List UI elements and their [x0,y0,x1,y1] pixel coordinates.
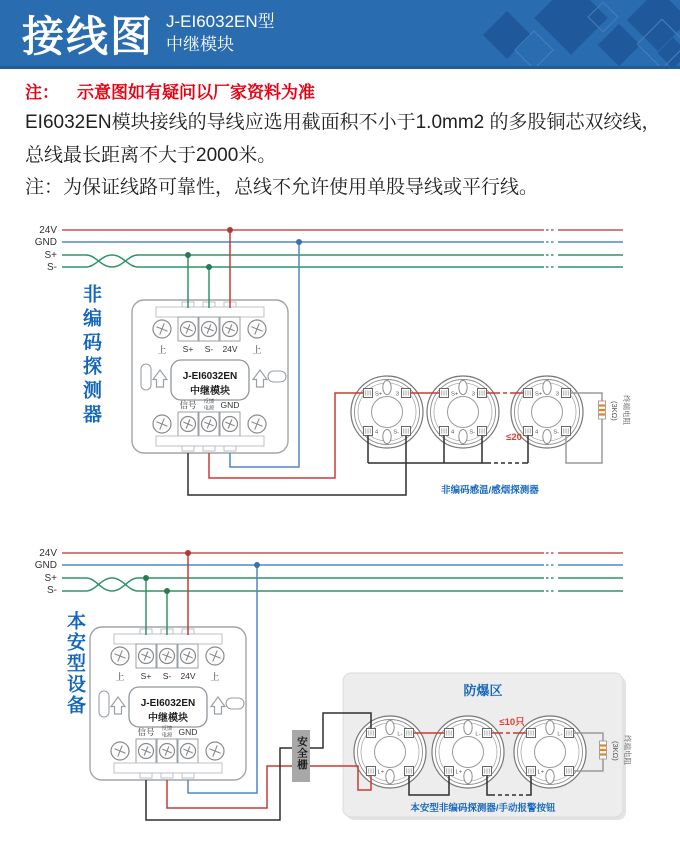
detector-base [351,376,423,448]
bus-label-gnd: GND [34,237,57,248]
terminal-label-up: 上 [157,345,167,355]
resistor-value: (3KΩ) [611,741,620,761]
det-label-4: 4 [451,429,455,436]
zone-title: 防爆区 [463,683,503,698]
resistor-name: 终端电阻 [622,395,631,425]
terminal-label-feedback2: 电源 [161,732,173,739]
det-label-lminus: L- [397,731,403,738]
terminal-label-feedback2: 电源 [203,405,215,412]
terminal-label-splus: S+ [182,344,194,354]
warning-note-text: 示意图如有疑问以厂家资料为准 [77,83,315,102]
bus-label-splus: S+ [44,573,57,584]
terminal-label-signal: 信号 [137,727,155,737]
spec-text-line3: 注：为保证线路可靠性，总线不允许使用单股导线或平行线。 [25,177,539,198]
module-model-line1: J-EI6032EN型 [166,12,275,31]
diagram2-side-label: 本安型设备 [64,611,85,716]
page-title: 接线图 [22,13,155,60]
diagram1-bus-lines [62,230,623,267]
det-label-lminus: L- [557,731,563,738]
page-header [0,0,680,69]
det-label-sminus: S- [393,429,399,436]
module-model-line2: 中继模块 [166,34,234,54]
wiring-diagrams-canvas [0,218,680,856]
det-label-lplus: L+ [377,769,385,776]
resistor-name: 终端电阻 [623,735,632,765]
spec-text-line1: EI6032EN模块接线的导线应选用截面积不小于1.0mm2 的多股铜芯双绞线， [25,112,661,133]
det-label-splus: S+ [451,391,459,398]
bus-label-sminus: S- [47,262,57,273]
terminal-resistor [599,401,606,419]
det-label-splus: S+ [375,391,383,398]
spec-text-line2: 总线最长距离不大于2000米。 [25,145,277,166]
terminal-label-24v: 24V [222,344,238,354]
module-name: J-EI6032EN [140,698,196,709]
det-label-splus: S+ [535,391,543,398]
module-type: 中继模块 [190,386,230,397]
diagram2 [35,548,633,820]
module-model [166,11,275,57]
loop-limit-1: ≤20 [506,432,522,443]
det-label-sminus: S- [469,429,475,436]
junction-dots-2 [143,550,260,594]
terminal-label-gnd: GND [220,400,240,410]
detector-base [514,716,586,788]
det-label-lplus: L+ [455,769,463,776]
bus-label-24v: 24V [39,225,57,236]
det-label-3: 3 [471,391,475,398]
warning-note [25,78,315,103]
safety-barrier-label: 安全栅 [296,736,308,771]
bus-label-splus: S+ [44,250,57,261]
terminal-label-sminus: S- [204,344,214,354]
det-label-lminus: L- [475,731,481,738]
terminal-label-splus: S+ [140,671,152,681]
terminal-label-sminus: S- [162,671,172,681]
terminal-label-up: 上 [210,672,220,682]
terminal-label-signal: 信号 [179,400,197,410]
terminal-label-24v: 24V [180,671,196,681]
terminal-label-gnd: GND [178,727,198,737]
diagram1-caption: 非编码感温/感烟探测器 [441,485,539,496]
det-label-4: 4 [535,429,539,436]
det-label-3: 3 [395,391,399,398]
loop-limit-2: ≤10只 [499,717,525,728]
detector-base [432,716,504,788]
diagram1 [35,225,632,496]
bus-label-gnd: GND [34,560,57,571]
terminal-label-feedback1: 反馈 [161,726,173,732]
detector-base [354,716,426,788]
bus-label-24v: 24V [39,548,57,559]
junction-dots-1 [185,227,302,270]
diagram1-side-label: 非编码探测器 [80,284,101,428]
resistor-value: (3KΩ) [610,401,619,421]
terminal-label-feedback1: 反馈 [203,399,215,405]
det-label-3: 3 [555,391,559,398]
det-label-4: 4 [375,429,379,436]
det-label-lplus: L+ [537,769,545,776]
terminal-resistor [600,741,607,759]
bus-label-sminus: S- [47,585,57,596]
terminal-label-up: 上 [115,672,125,682]
wire-signal [188,453,406,495]
diagram2-caption: 本安型非编码探测器/手动报警按钮 [410,803,556,814]
warning-note-label: 注： [25,83,59,102]
detector-base [427,376,499,448]
module-name: J-EI6032EN [182,371,238,382]
module-type: 中继模块 [148,713,188,724]
det-label-sminus: S- [553,429,559,436]
terminal-label-up: 上 [252,345,262,355]
